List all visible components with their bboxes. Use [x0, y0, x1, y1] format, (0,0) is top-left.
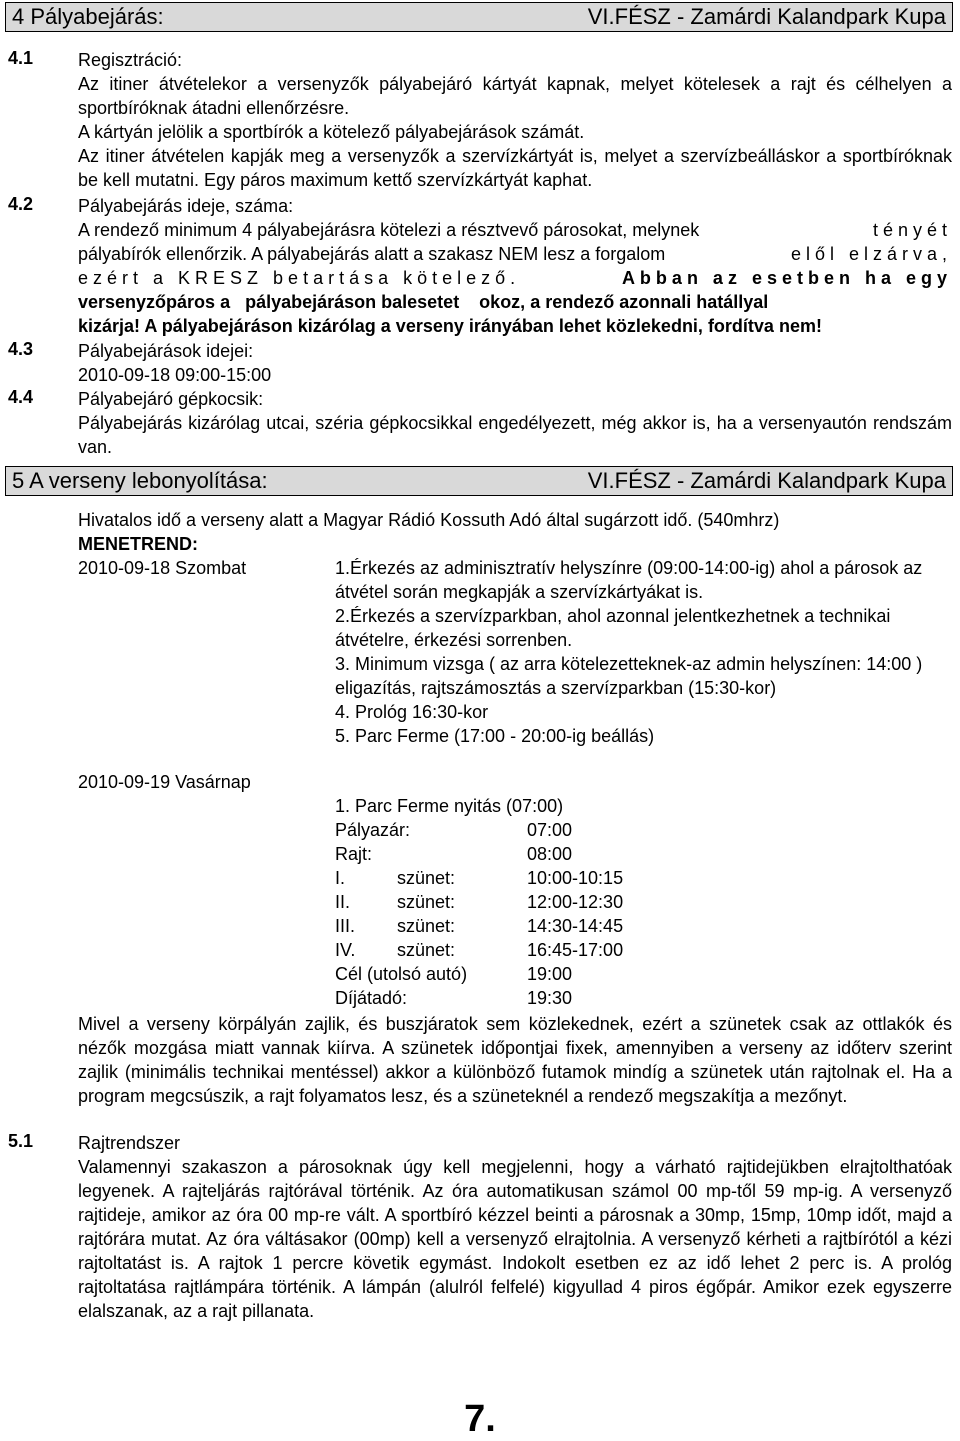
timetable-time: 19:00 — [527, 964, 573, 984]
timetable-time: 10:00-10:15 — [527, 868, 624, 888]
timetable-label: IV. — [335, 940, 356, 960]
subsection-number: 4.1 — [8, 48, 34, 68]
text-fragment: A rendező minimum 4 pályabejárásra kötelezi a résztvevő párosokat, melynek — [78, 220, 700, 240]
subsection-heading: Regisztráció: — [78, 50, 183, 70]
timetable-time: 07:00 — [527, 820, 573, 840]
section-4-title: 4 Pályabejárás: — [12, 4, 164, 29]
schedule-item: 3. Minimum vizsga ( az arra kötelezetteknek-az admin helyszínen: 14:00 ) eligazítás, rajtszámosztás a szervízparkban (15:30-kor) — [335, 654, 923, 698]
text-fragment: ezért a KRESZ betartása kötelező. — [78, 268, 521, 288]
timetable-label: Cél (utolsó autó) — [335, 964, 468, 984]
day1-label: 2010-09-18 Szombat — [78, 558, 247, 578]
section-4-header — [5, 2, 953, 32]
warning-line: kizárja! A pályabejáráson kizárólag a verseny irányában lehet közlekedni, fordítva nem! — [78, 316, 822, 336]
text-fragment: elől elzárva, — [790, 244, 952, 264]
day2-label: 2010-09-19 Vasárnap — [78, 772, 251, 792]
text-fragment: pályabírók ellenőrzik. A pályabejárás alatt a szakasz NEM lesz a forgalom — [78, 244, 666, 264]
paragraph: Mivel a verseny körpályán zajlik, és buszjáratok sem közlekednek, ezért a szünetek csak az ottlakók és nézők mozgása miatt vannak kiírva. A szünetek időpontjai fixek, amennyiben a verseny az időterv szerint zajlik (minimális technikai mentéssel) akkor a különböző futamok mindíg a szünetek után rajtolnak el. Ha a program megcsúszik, a rajt folyamatos lesz, és a szüneteknél a rendező megszakítja a mezőnyt. — [78, 1014, 952, 1106]
page-number: 7. — [464, 1398, 496, 1440]
section-4-cup: VI.FÉSZ - Zamárdi Kalandpark Kupa — [587, 4, 946, 29]
subsection-heading: Rajtrendszer — [78, 1133, 181, 1153]
subsection-heading: Pályabejárás ideje, száma: — [78, 196, 294, 216]
timetable-label: III. — [335, 916, 356, 936]
day1-items — [335, 556, 945, 748]
schedule-item: 2.Érkezés a szervízparkban, ahol azonnal jelentkezhetnek a technikai átvételre, érkezési sorrenben. — [335, 606, 891, 650]
schedule-item: 5. Parc Ferme (17:00 - 20:00-ig beállás) — [335, 726, 655, 746]
section-5-cup: VI.FÉSZ - Zamárdi Kalandpark Kupa — [587, 468, 946, 493]
timetable-label: II. — [335, 892, 351, 912]
timetable-sublabel: szünet: — [397, 916, 456, 936]
timetable-label: Rajt: — [335, 844, 373, 864]
text-fragment: tényét — [872, 220, 952, 240]
paragraph: Az itiner átvételekor a versenyzők pályabejáró kártyát kapnak, melyet kötelesek a rajt és célhelyen a sportbíróknak átadni ellenőrzésre. — [78, 74, 952, 118]
day2-first-item: 1. Parc Ferme nyitás (07:00) — [335, 796, 564, 816]
paragraph: Az itiner átvételen kapják meg a versenyzők a szervízkártyát is, melyet a szervízbeálláskor a sportbíróknak be kell mutatni. Egy páros maximum kettő szervízkártyát kaphat. — [78, 146, 952, 190]
timetable-label: Díjátadó: — [335, 988, 408, 1008]
subsection-heading: Pályabejárások idejei: — [78, 341, 254, 361]
warning-line: versenyzőpáros a pályabejáráson balesetet okoz, a rendező azonnali hatállyal — [78, 292, 769, 312]
official-time: Hivatalos idő a verseny alatt a Magyar Rádió Kossuth Adó által sugárzott idő. (540mhrz) — [78, 510, 780, 530]
paragraph: A kártyán jelölik a sportbírók a kötelező pályabejárások számát. — [78, 122, 585, 142]
timetable-time: 19:30 — [527, 988, 573, 1008]
menetrend-heading: MENETREND: — [78, 534, 198, 554]
timetable-sublabel: szünet: — [397, 892, 456, 912]
date-value: 2010-09-18 09:00-15:00 — [78, 365, 272, 385]
timetable-time: 12:00-12:30 — [527, 892, 624, 912]
text-fragment: Abban az esetben ha egy — [621, 268, 952, 288]
section-5-title: 5 A verseny lebonyolítása: — [12, 468, 268, 493]
paragraph: Valamennyi szakaszon a párosoknak úgy kell megjelenni, hogy a várható rajtidejükben elrajtolthatóak legyenek. A rajteljárás rajtórával történik. Az óra automatikusan számol 00 mp-től 59 mp-ig. A versenyző rajtideje, amikor az óra 00 mp-re vált. A sportbíró kézzel beinti a párosnak a 30mp, 15mp, 10mp időt, majd a rajtórára mutat. Az óra váltásakor (00mp) kell a versenyző elrajtolnia. A versenyző kérheti a rajtbírótól a kézi rajtoltatást is. A rajtok 1 percre követik egymást. Indokolt esetben ez az idő lehet 2 perc is. A prológ rajtoltatása rajtlámpára történik. A lámpán (alulról felfelé) kigyullad 4 piros égőpár. Amikor ezek egyszerre elalszanak, az a rajt pillanata. — [78, 1157, 952, 1321]
schedule-item: 4. Prológ 16:30-kor — [335, 702, 489, 722]
timetable-sublabel: szünet: — [397, 868, 456, 888]
timetable-sublabel: szünet: — [397, 940, 456, 960]
timetable-time: 14:30-14:45 — [527, 916, 624, 936]
subsection-number: 4.4 — [8, 387, 34, 407]
paragraph: Pályabejárás kizárólag utcai, széria gépkocsikkal engedélyezett, még akkor is, ha a versenyautón rendszám van. — [78, 413, 952, 457]
section-5-header — [5, 466, 953, 496]
timetable-label: I. — [335, 868, 346, 888]
timetable-time: 08:00 — [527, 844, 573, 864]
subsection-number: 4.2 — [8, 194, 34, 214]
schedule-item: 1.Érkezés az adminisztratív helyszínre (09:00-14:00-ig) ahol a párosok az átvétel során megkapják a szervízkártyákat is. — [335, 558, 923, 602]
timetable-time: 16:45-17:00 — [527, 940, 624, 960]
subsection-number: 4.3 — [8, 339, 34, 359]
timetable-label: Pályazár: — [335, 820, 411, 840]
subsection-heading: Pályabejáró gépkocsik: — [78, 389, 264, 409]
subsection-number: 5.1 — [8, 1131, 34, 1151]
